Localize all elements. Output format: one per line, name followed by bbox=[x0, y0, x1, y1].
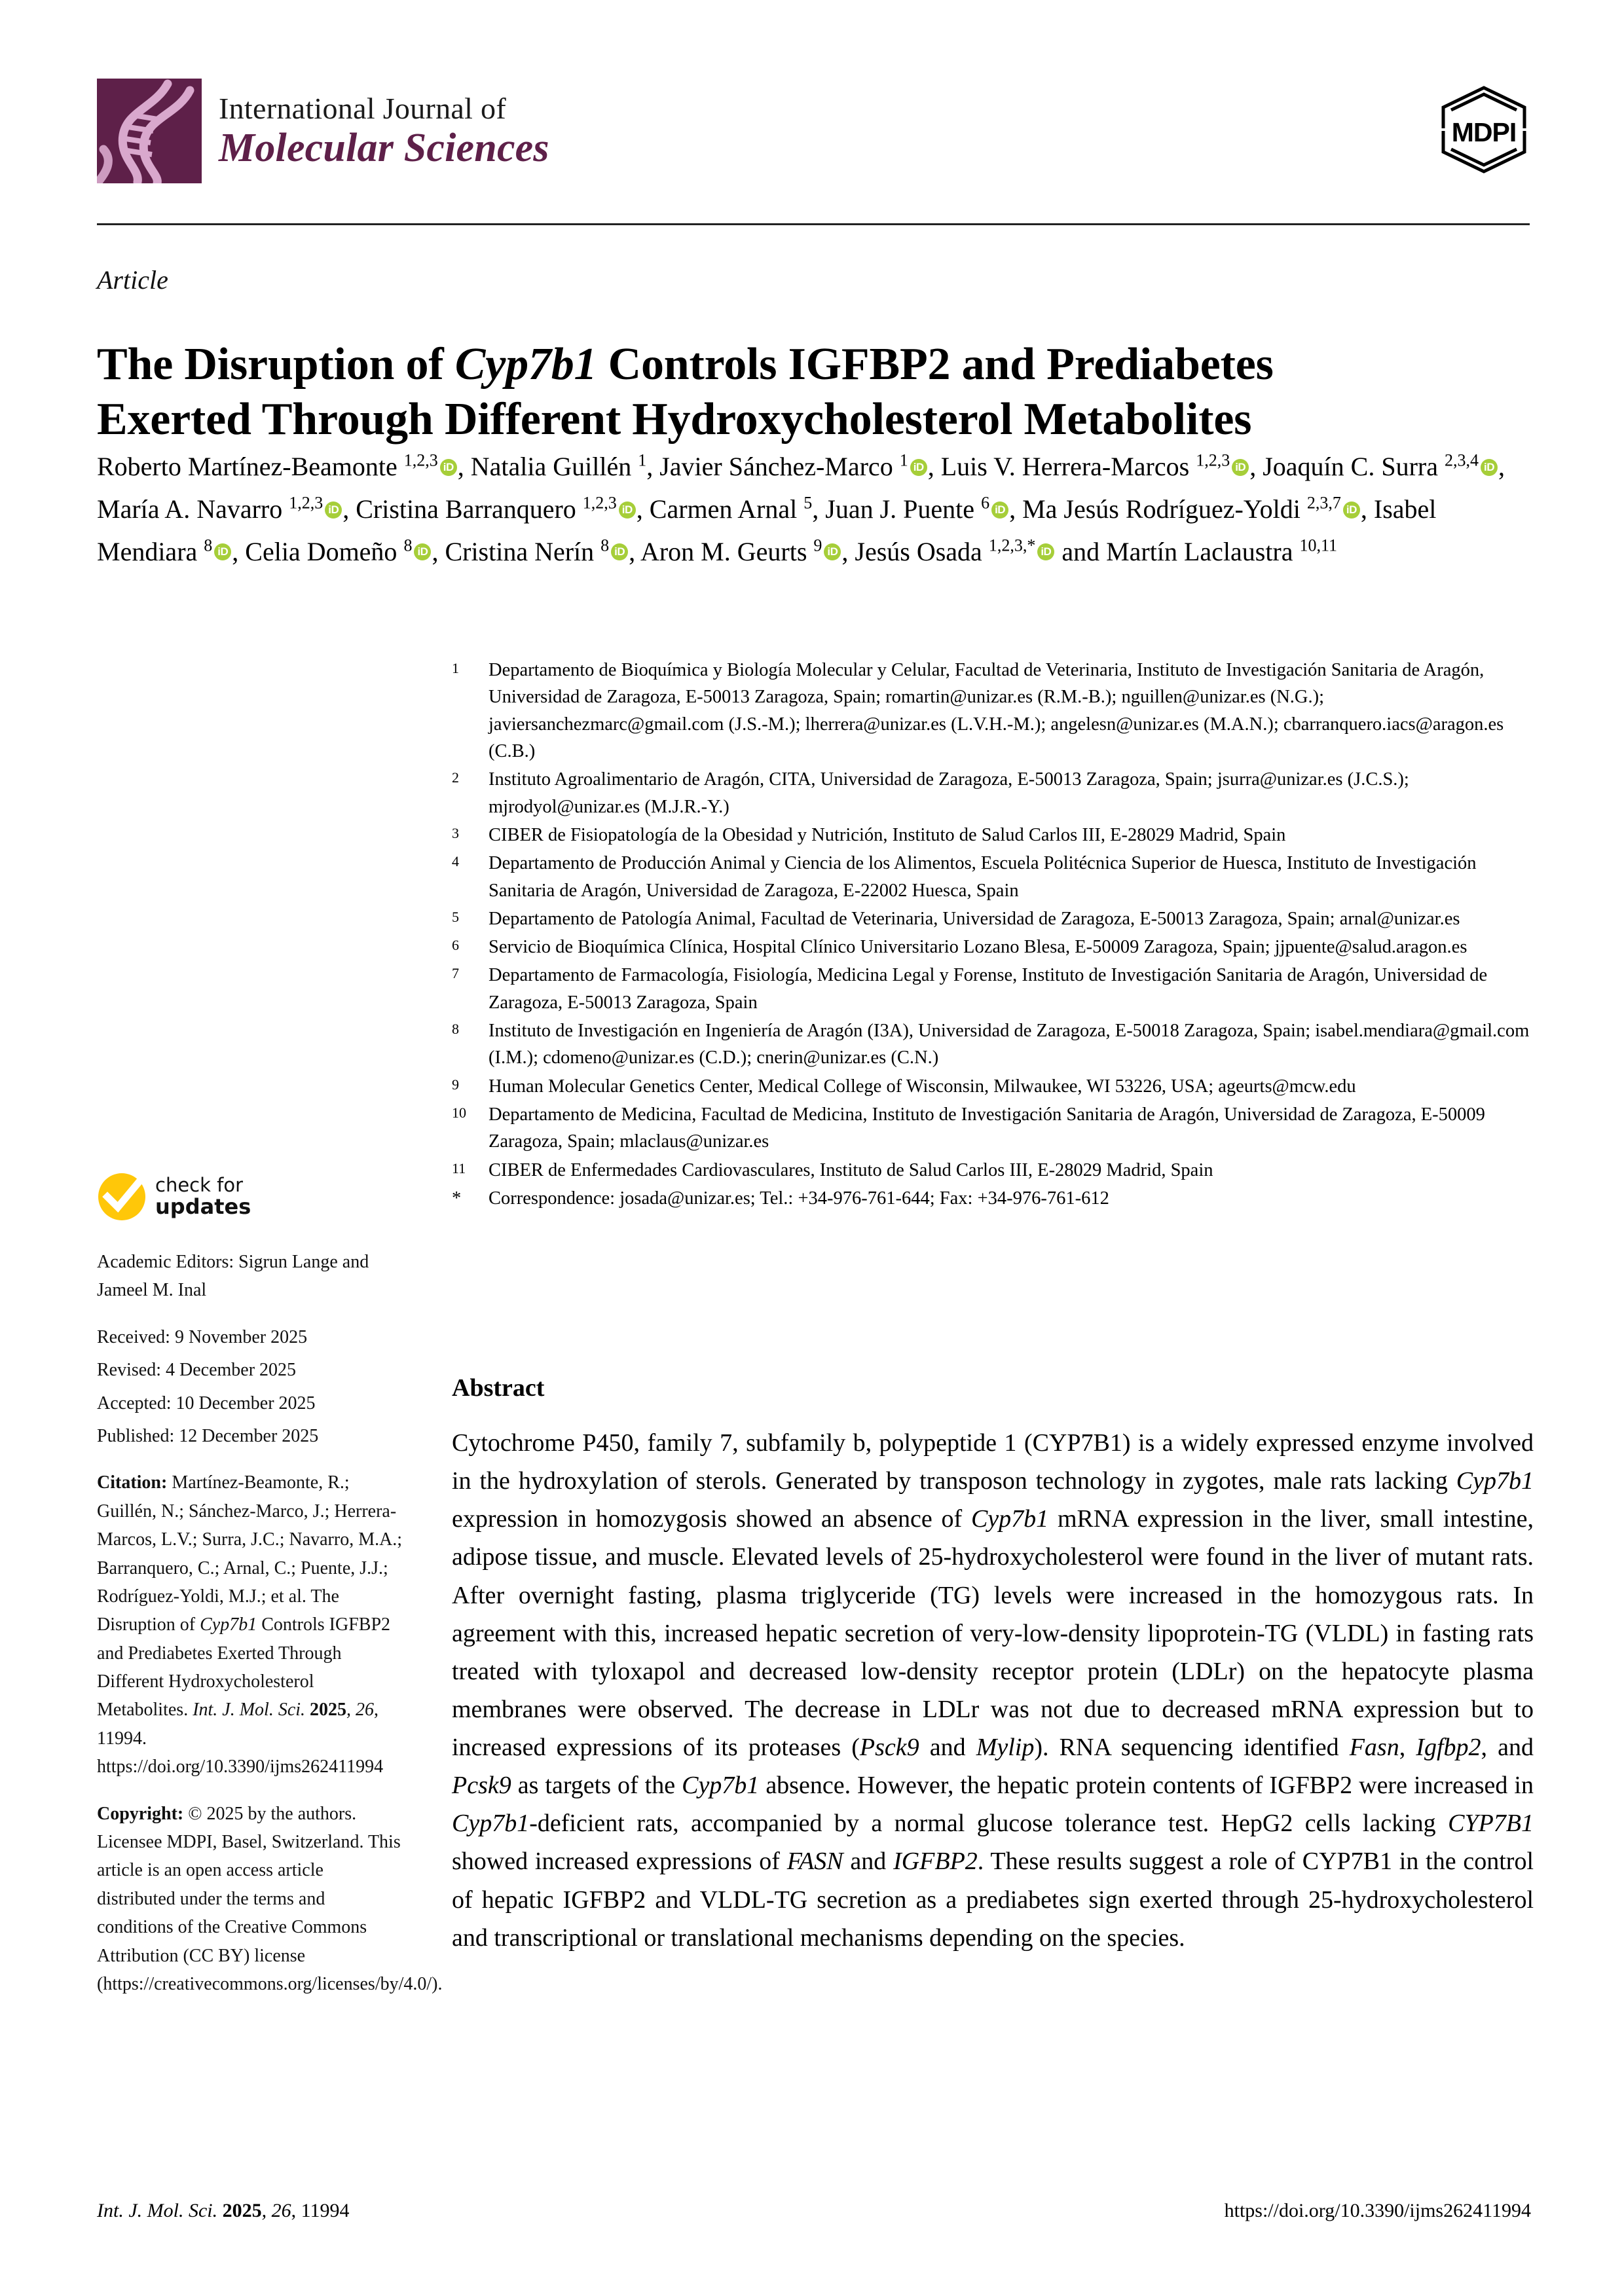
author-separator: , bbox=[629, 536, 640, 566]
author-separator: , bbox=[342, 494, 356, 524]
abstract-italic-2: Cyp7b1 bbox=[970, 1505, 1049, 1533]
author-separator: , bbox=[457, 452, 471, 481]
journal-name-line1: International Journal of bbox=[219, 92, 506, 125]
affiliation-number: 5 bbox=[452, 908, 459, 925]
affiliation-row bbox=[452, 1185, 1532, 1212]
author-affiliation-marker: 8 bbox=[403, 536, 413, 555]
author-affiliation-marker: 1,2,3,* bbox=[988, 536, 1036, 555]
author-name: Roberto Martínez-Beamonte bbox=[97, 452, 404, 481]
author-name: Javier Sánchez-Marco bbox=[659, 452, 900, 481]
affiliation-row bbox=[452, 905, 1532, 932]
affiliation-number: 7 bbox=[452, 965, 459, 982]
affiliation-text: Correspondence: josada@unizar.es; Tel.: +34-976-761-644; Fax: +34-976-761-612 bbox=[489, 1188, 1109, 1209]
affiliation-number: 10 bbox=[452, 1104, 466, 1121]
abstract-seg-1: Cytochrome P450, family 7, subfamily b, polypeptide 1 (CYP7B1) is a widely expressed enzyme involved in the hydroxylation of sterols. Generated by transposon technology in zygotes, male rats lacking bbox=[452, 1429, 1534, 1495]
author-separator: , bbox=[232, 536, 246, 566]
author-name: Ma Jesús Rodríguez-Yoldi bbox=[1022, 494, 1307, 524]
abstract-seg-5: ). RNA sequencing identified bbox=[1034, 1734, 1350, 1761]
orcid-icon[interactable]: iD bbox=[1343, 501, 1360, 519]
citation-volume: , 26 bbox=[346, 1700, 375, 1721]
orcid-icon[interactable]: iD bbox=[910, 459, 927, 476]
author-name: Carmen Arnal bbox=[649, 494, 804, 524]
citation-year: 2025 bbox=[305, 1700, 347, 1721]
affiliation-number: 9 bbox=[452, 1076, 459, 1093]
affiliation-row bbox=[452, 934, 1532, 960]
citation-part2: Controls IGFBP2 and Prediabetes Exerted Through Different Hydroxycholesterol Metabolites. bbox=[97, 1614, 391, 1721]
orcid-icon[interactable]: iD bbox=[611, 543, 628, 560]
publication-dates bbox=[97, 1323, 403, 1451]
author-name: Luis V. Herrera-Marcos bbox=[940, 452, 1196, 481]
footer-pages: , 11994 bbox=[291, 2200, 350, 2221]
abstract-italic-1: Cyp7b1 bbox=[1456, 1467, 1534, 1495]
affiliation-number: 6 bbox=[452, 937, 459, 954]
affiliation-text: Departamento de Bioquímica y Biología Molecular y Celular, Facultad de Veterinaria, Instituto de Investigación Sanitaria de Aragón, Universidad de Zaragoza, E-50013 Zaragoza, Spain; romartin@unizar.es (R.M.-B.); nguillen@unizar.es (N.G.); javiersanchezmarc@gmail.com (J.S.-M.); lherrera@unizar.es (L.V.H.-M.); angelesn@unizar.es (M.A.N.); cbarranquero.iacs@aragon.es (C.B.) bbox=[489, 660, 1504, 761]
author-separator: and bbox=[1055, 536, 1107, 566]
author-affiliation-marker: 10,11 bbox=[1299, 536, 1338, 555]
author-affiliation-marker: 1,2,3 bbox=[1196, 450, 1230, 470]
author-separator: , bbox=[1249, 452, 1263, 481]
author-affiliation-marker: 1,2,3 bbox=[582, 493, 617, 513]
citation-text bbox=[97, 1468, 403, 1781]
author-affiliation-marker: 1 bbox=[899, 450, 908, 470]
author-name: Jesús Osada bbox=[855, 536, 989, 566]
author-name: Martín Laclaustra bbox=[1106, 536, 1300, 566]
cfu-line2: updates bbox=[155, 1194, 251, 1220]
affiliation-row bbox=[452, 850, 1532, 904]
author-affiliation-marker: 5 bbox=[803, 493, 813, 513]
crossmark-check-icon bbox=[97, 1172, 147, 1222]
affiliation-text: CIBER de Fisiopatología de la Obesidad y Nutrición, Instituto de Salud Carlos III, E-28029 Madrid, Spain bbox=[489, 824, 1286, 845]
author-separator: , bbox=[432, 536, 445, 566]
author-name: Juan J. Puente bbox=[825, 494, 982, 524]
affiliation-text: Instituto Agroalimentario de Aragón, CITA, Universidad de Zaragoza, E-50013 Zaragoza, Spain; jsurra@unizar.es (J.C.S.); mjrodyol@unizar.es (M.J.R.-Y.) bbox=[489, 769, 1409, 817]
author-separator: , bbox=[812, 494, 826, 524]
abstract-italic-3: Psck9 bbox=[859, 1734, 919, 1761]
dna-helix-icon bbox=[97, 79, 202, 183]
affiliation-text: Instituto de Investigación en Ingeniería de Aragón (I3A), Universidad de Zaragoza, E-50018 Zaragoza, Spain; isabel.mendiara@gmail.com (I.M.); cdomeno@unizar.es (C.D.); cnerin@unizar.es (C.N.) bbox=[489, 1021, 1530, 1068]
affiliation-row bbox=[452, 1073, 1532, 1100]
author-separator: , bbox=[927, 452, 941, 481]
copyright-block bbox=[97, 1800, 443, 1999]
abstract-seg-3: mRNA expression in the liver, small intestine, adipose tissue, and muscle. Elevated levels of 25-hydroxycholesterol were found in the liver of mutant rats. After overnight fasting, plasma triglyceride (TG) levels were increased in the homozygous rats. In agreement with this, increased hepatic secretion of very-low-density lipoprotein-TG (VLDL) in fasting rats treated with tyloxapol and decreased low-density receptor protein (LDLr) on the hepatocyte plasma membranes were observed. The decrease in LDLr was not due to decreased mRNA expression but to increased expressions of its proteases ( bbox=[452, 1505, 1534, 1761]
affiliation-text: Human Molecular Genetics Center, Medical College of Wisconsin, Milwaukee, WI 53226, USA; ageurts@mcw.edu bbox=[489, 1076, 1356, 1097]
affiliation-number: 4 bbox=[452, 853, 459, 870]
abstract-italic-10: CYP7B1 bbox=[1448, 1810, 1534, 1838]
citation-part1: Martínez-Beamonte, R.; Guillén, N.; Sánchez-Marco, J.; Herrera-Marcos, L.V.; Surra, J.C.; Navarro, M.A.; Barranquero, C.; Arnal, C.; Puente, J.J.; Rodríguez-Yoldi, M.J.; et al. The Disruption of bbox=[97, 1472, 403, 1635]
affiliation-number: 2 bbox=[452, 769, 459, 786]
affiliation-text: Departamento de Medicina, Facultad de Medicina, Instituto de Investigación Sanitaria de Aragón, Universidad de Zaragoza, E-50009 Zaragoza, Spain; mlaclaus@unizar.es bbox=[489, 1104, 1485, 1152]
title-line2: Exerted Through Different Hydroxycholesterol Metabolites bbox=[97, 393, 1252, 445]
author-affiliation-marker: 2,3,4 bbox=[1444, 450, 1479, 470]
abstract-heading: Abstract bbox=[452, 1374, 545, 1402]
author-name: Cristina Nerín bbox=[445, 536, 601, 566]
affiliation-text: Departamento de Producción Animal y Ciencia de los Alimentos, Escuela Politécnica Superior de Huesca, Instituto de Investigación Sanitaria de Aragón, Universidad de Zaragoza, E-22002 Huesca, Spain bbox=[489, 853, 1477, 901]
copyright-text bbox=[97, 1800, 443, 1999]
abstract-italic-8: Cyp7b1 bbox=[682, 1772, 760, 1800]
journal-wordmark bbox=[219, 94, 549, 168]
orcid-icon[interactable]: iD bbox=[824, 543, 841, 560]
affiliation-number: 11 bbox=[452, 1159, 466, 1176]
author-separator: , bbox=[646, 452, 660, 481]
orcid-icon[interactable]: iD bbox=[325, 501, 342, 519]
author-list bbox=[97, 446, 1531, 573]
author-name: Isabel Mendiara bbox=[97, 494, 1437, 566]
footer-journal: Int. J. Mol. Sci. bbox=[97, 2200, 218, 2221]
author-affiliation-marker: 1,2,3 bbox=[289, 493, 323, 513]
footer-citation bbox=[97, 2200, 350, 2222]
date-revised: Revised: 4 December 2025 bbox=[97, 1360, 297, 1381]
author-affiliation-marker: 8 bbox=[204, 536, 213, 555]
abstract-seg-11: showed increased expressions of bbox=[452, 1848, 787, 1876]
orcid-icon[interactable]: iD bbox=[1481, 459, 1498, 476]
affiliation-number: * bbox=[452, 1188, 462, 1209]
copyright-label: Copyright: bbox=[97, 1803, 184, 1824]
orcid-icon[interactable]: iD bbox=[1232, 459, 1249, 476]
author-affiliation-marker: 9 bbox=[813, 536, 822, 555]
author-affiliation-marker: 2,3,7 bbox=[1306, 493, 1341, 513]
orcid-icon[interactable]: iD bbox=[991, 501, 1008, 519]
article-type-label: Article bbox=[97, 265, 168, 295]
affiliation-row bbox=[452, 1101, 1532, 1156]
svg-text:MDPI: MDPI bbox=[1451, 117, 1517, 147]
abstract-text bbox=[452, 1424, 1534, 1957]
citation-block bbox=[97, 1468, 403, 1781]
abstract-italic-7: Pcsk9 bbox=[452, 1772, 511, 1800]
affiliation-text: Departamento de Patología Animal, Facultad de Veterinaria, Universidad de Zaragoza, E-50013 Zaragoza, Spain; arnal@unizar.es bbox=[489, 908, 1460, 929]
citation-label: Citation: bbox=[97, 1472, 168, 1493]
date-published: Published: 12 December 2025 bbox=[97, 1425, 319, 1446]
academic-editors-text: Academic Editors: Sigrun Lange and Jameel M. Inal bbox=[97, 1252, 369, 1301]
abstract-seg-12: and bbox=[843, 1848, 894, 1876]
affiliation-number: 8 bbox=[452, 1021, 459, 1038]
title-line1-part2: Controls IGFBP2 and Prediabetes bbox=[597, 338, 1274, 390]
footer-doi[interactable]: https://doi.org/10.3390/ijms262411994 bbox=[1224, 2200, 1531, 2221]
date-accepted: Accepted: 10 December 2025 bbox=[97, 1393, 316, 1413]
affiliation-text: Departamento de Farmacología, Fisiología, Medicina Legal y Forense, Instituto de Investigación Sanitaria de Aragón, Universidad de Zaragoza, E-50013 Zaragoza, Spain bbox=[489, 965, 1488, 1013]
abstract-seg-13: . These results suggest a role of CYP7B1 in the control of hepatic IGFBP2 and VLDL-TG secretion as a prediabetes sign exerted through 25-hydroxycholesterol and transcriptional or translational mechanisms depending on the species. bbox=[452, 1848, 1534, 1952]
citation-journal: Int. J. Mol. Sci. bbox=[193, 1700, 306, 1721]
author-separator: , bbox=[1009, 494, 1023, 524]
affiliation-row bbox=[452, 1157, 1532, 1184]
title-gene-name: Cyp7b1 bbox=[454, 338, 597, 390]
affiliation-list bbox=[452, 657, 1532, 1213]
footer-year: 2025 bbox=[217, 2200, 262, 2221]
abstract-italic-11: FASN bbox=[786, 1848, 843, 1876]
copyright-body[interactable]: © 2025 by the authors. Licensee MDPI, Basel, Switzerland. This article is an open access article distributed under the terms and conditions of the Creative Commons Attribution (CC BY) license (https://creativecommons.org/licenses/by/4.0/). bbox=[97, 1803, 443, 1994]
abstract-seg-9: absence. However, the hepatic protein contents of IGFBP2 were increased in bbox=[759, 1772, 1534, 1800]
author-separator: , bbox=[1498, 452, 1505, 481]
author-affiliation-marker: 1 bbox=[638, 450, 647, 470]
affiliation-row bbox=[452, 822, 1532, 848]
abstract-seg-10: -deficient rats, accompanied by a normal glucose tolerance test. HepG2 cells lacking bbox=[529, 1810, 1449, 1838]
page-header bbox=[97, 79, 1530, 200]
abstract-seg-7: , and bbox=[1481, 1734, 1534, 1761]
author-affiliation-marker: 1,2,3 bbox=[403, 450, 438, 470]
affiliation-number: 1 bbox=[452, 660, 459, 676]
journal-logo bbox=[97, 79, 549, 183]
affiliation-text: Servicio de Bioquímica Clínica, Hospital Clínico Universitario Lozano Blesa, E-50009 Zaragoza, Spain; jjpuente@salud.aragon.es bbox=[489, 937, 1467, 958]
author-separator: , bbox=[841, 536, 855, 566]
abstract-italic-12: IGFBP2 bbox=[893, 1848, 978, 1876]
affiliation-row bbox=[452, 962, 1532, 1016]
orcid-icon[interactable]: iD bbox=[414, 543, 431, 560]
footer-volume: , 26 bbox=[261, 2200, 291, 2221]
title-line1-part1: The Disruption of bbox=[97, 338, 455, 390]
check-for-updates-text bbox=[155, 1175, 251, 1219]
author-name: Natalia Guillén bbox=[470, 452, 638, 481]
orcid-icon[interactable]: iD bbox=[1037, 543, 1054, 560]
journal-name-line2: Molecular Sciences bbox=[219, 126, 549, 170]
affiliation-number: 3 bbox=[452, 824, 459, 841]
author-name: Celia Domeño bbox=[245, 536, 404, 566]
orcid-icon[interactable]: iD bbox=[440, 459, 457, 476]
page-title bbox=[97, 337, 1472, 447]
affiliation-row bbox=[452, 766, 1532, 820]
abstract-italic-4: Mylip bbox=[976, 1734, 1035, 1761]
abstract-seg-4: and bbox=[919, 1734, 976, 1761]
abstract-italic-6: Igfbp2 bbox=[1416, 1734, 1481, 1761]
abstract-italic-9: Cyp7b1 bbox=[452, 1810, 530, 1838]
affiliation-text: CIBER de Enfermedades Cardiovasculares, Instituto de Salud Carlos III, E-28029 Madrid, Spain bbox=[489, 1159, 1213, 1180]
orcid-icon[interactable]: iD bbox=[214, 543, 231, 560]
page-footer bbox=[97, 2200, 1531, 2222]
abstract-seg-2: expression in homozygosis showed an absence of bbox=[452, 1505, 971, 1533]
academic-editors bbox=[97, 1248, 403, 1305]
citation-part3[interactable]: , 11994. https://doi.org/10.3390/ijms262411994 bbox=[97, 1700, 384, 1777]
author-name: Aron M. Geurts bbox=[640, 536, 814, 566]
affiliation-row bbox=[452, 657, 1532, 765]
mdpi-logo-icon bbox=[1438, 84, 1530, 175]
author-affiliation-marker: 6 bbox=[981, 493, 990, 513]
citation-gene1: Cyp7b1 bbox=[200, 1614, 257, 1635]
check-for-updates-badge[interactable] bbox=[97, 1172, 403, 1222]
sidebar bbox=[97, 1172, 443, 2016]
author-name: Joaquín C. Surra bbox=[1263, 452, 1445, 481]
abstract-seg-8: as targets of the bbox=[511, 1772, 682, 1800]
author-separator: , bbox=[636, 494, 650, 524]
header-divider bbox=[97, 223, 1530, 225]
affiliation-row bbox=[452, 1017, 1532, 1072]
author-affiliation-marker: 8 bbox=[600, 536, 610, 555]
cfu-line1: check for bbox=[155, 1173, 243, 1196]
orcid-icon[interactable]: iD bbox=[619, 501, 636, 519]
abstract-italic-5: Fasn bbox=[1349, 1734, 1399, 1761]
author-name: Cristina Barranquero bbox=[356, 494, 583, 524]
date-received: Received: 9 November 2025 bbox=[97, 1326, 308, 1347]
author-name: María A. Navarro bbox=[97, 494, 289, 524]
abstract-seg-6: , bbox=[1399, 1734, 1416, 1761]
author-separator: , bbox=[1360, 494, 1374, 524]
